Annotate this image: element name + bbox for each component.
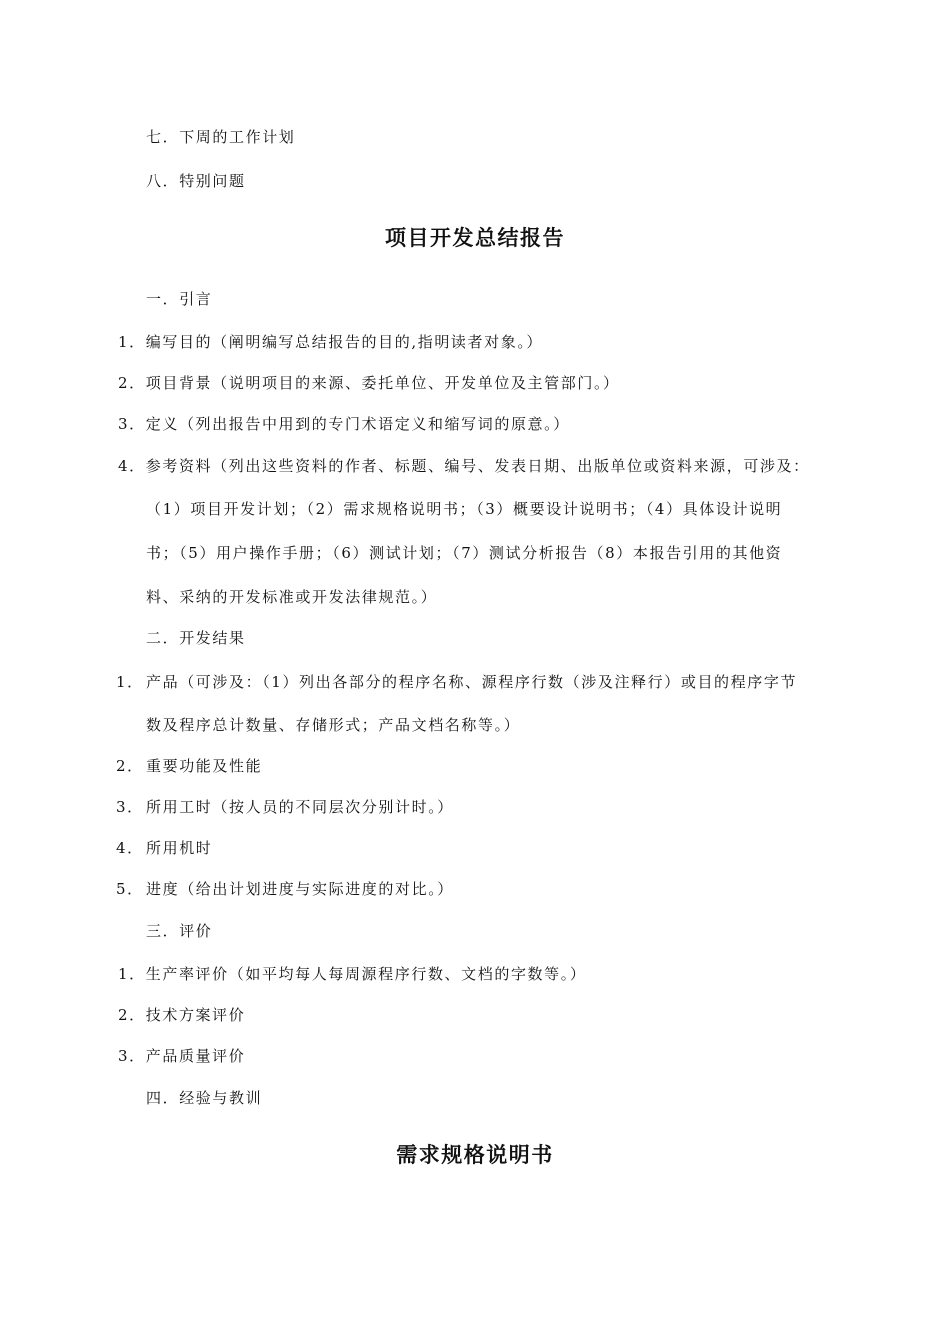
evaluation-item-1: 1．生产率评价（如平均每人每周源程序行数、文档的字数等。） [118,965,587,983]
section-8-heading: 八．特别问题 [146,172,246,190]
results-item-2-number: 2． [116,757,144,775]
intro-item-4-line-3: 书；（5）用户操作手册；（6）测试计划；（7）测试分析报告（8）本报告引用的其他资 [146,544,783,562]
results-item-5-number: 5． [116,880,144,898]
intro-item-4-line-4: 料、采纳的开发标准或开发法律规范。） [146,588,438,606]
intro-item-4-line-2: （1）项目开发计划；（2）需求规格说明书；（3）概要设计说明书；（4）具体设计说明 [146,500,783,518]
results-item-4: 所用机时 [146,839,213,857]
intro-item-2: 2．项目背景（说明项目的来源、委托单位、开发单位及主管部门。） [118,374,620,392]
intro-item-1: 1．编写目的（阐明编写总结报告的目的,指明读者对象。） [118,333,544,351]
results-item-3: 所用工时（按人员的不同层次分别计时。） [146,798,454,816]
next-document-title: 需求规格说明书 [396,1142,554,1167]
evaluation-item-2: 2．技术方案评价 [118,1006,246,1024]
results-item-3-number: 3． [116,798,144,816]
evaluation-item-3: 3．产品质量评价 [118,1047,246,1065]
intro-item-4-line-1: 4．参考资料（列出这些资料的作者、标题、编号、发表日期、出版单位或资料来源，可涉及： [118,457,810,475]
section-7-heading: 七．下周的工作计划 [146,128,296,146]
intro-heading: 一．引言 [146,290,213,308]
results-heading: 二．开发结果 [146,629,246,647]
results-item-2: 重要功能及性能 [146,757,263,775]
intro-item-3: 3．定义（列出报告中用到的专门术语定义和缩写词的原意。） [118,415,570,433]
results-item-1-line-1: 产品（可涉及：（1）列出各部分的程序名称、源程序行数（涉及注释行）或目的程序字节 [146,673,798,691]
lessons-heading: 四．经验与教训 [146,1089,263,1107]
evaluation-heading: 三．评价 [146,922,213,940]
results-item-1-number: 1． [116,673,144,691]
report-title: 项目开发总结报告 [385,225,565,250]
results-item-4-number: 4． [116,839,144,857]
results-item-5: 进度（给出计划进度与实际进度的对比。） [146,880,454,898]
results-item-1-line-2: 数及程序总计数量、存储形式；产品文档名称等。） [146,716,521,734]
